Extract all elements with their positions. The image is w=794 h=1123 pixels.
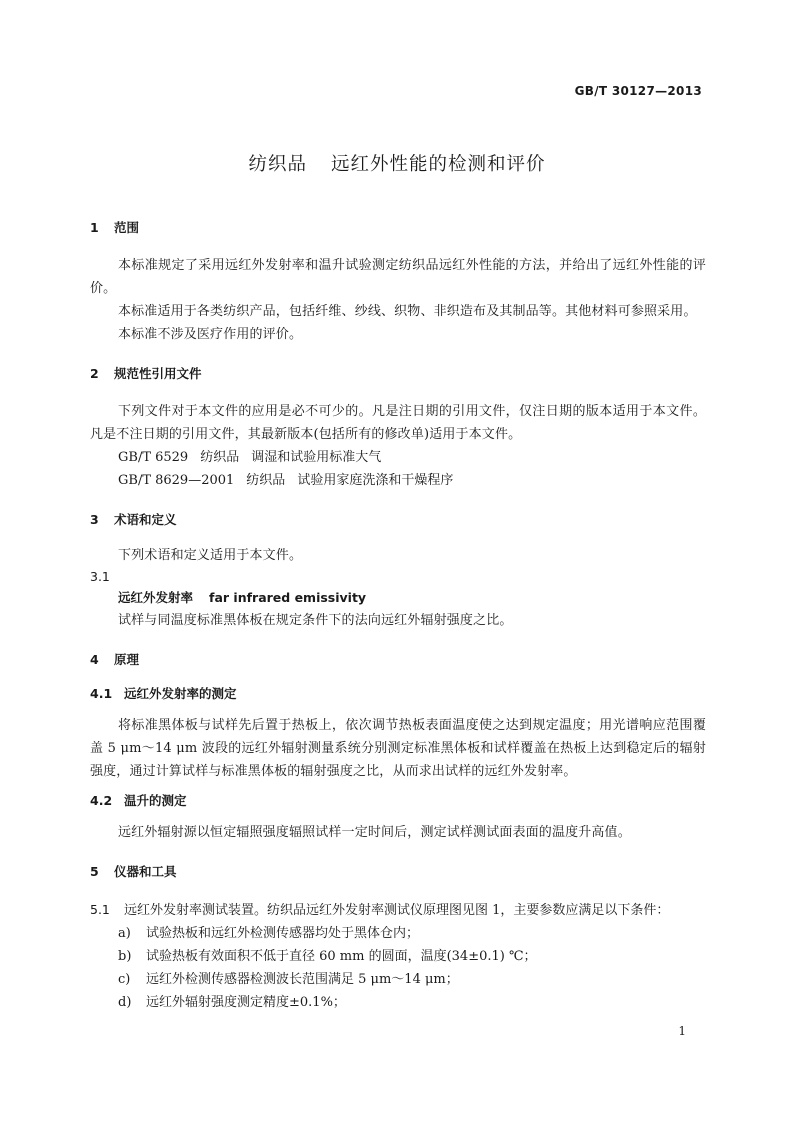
section-number: 1 xyxy=(90,220,99,235)
reference-code: GB/T 6529 xyxy=(118,450,189,465)
section-title: 范围 xyxy=(114,220,140,235)
list-label: a) xyxy=(118,926,131,941)
paragraph: 本标准适用于各类纺织产品，包括纤维、纱线、织物、非织造布及其制品等。其他材料可参照采用。 xyxy=(118,304,697,319)
section-4-heading xyxy=(90,650,706,670)
section-number: 3 xyxy=(90,512,99,527)
title-part-2: 远红外性能的检测和评价 xyxy=(331,154,546,175)
paragraph: 本标准规定了采用远红外发射率和温升试验测定纺织品远红外性能的方法，并给出了远红外性能的评价。 xyxy=(90,258,706,296)
list-label: b) xyxy=(118,949,132,964)
list-item xyxy=(90,968,706,991)
document-title xyxy=(0,150,794,176)
list-text: 试验热板和远红外检测传感器均处于黑体仓内； xyxy=(146,926,420,941)
document-body xyxy=(90,218,706,1014)
term-name-cn: 远红外发射率 xyxy=(118,590,194,605)
normative-reference xyxy=(90,469,706,492)
paragraph: 下列文件对于本文件的应用是必不可少的。凡是注日期的引用文件，仅注日期的版本适用于本文件。凡是不注日期的引用文件，其最新版本(包括所有的修改单)适用于本文件。 xyxy=(90,404,706,442)
term-definition: 试样与同温度标准黑体板在规定条件下的法向远红外辐射强度之比。 xyxy=(118,613,513,628)
list-item xyxy=(90,991,706,1014)
list-label: c) xyxy=(118,972,131,987)
section-number: 5 xyxy=(90,864,99,879)
normative-reference xyxy=(90,446,706,469)
clause-number: 5.1 xyxy=(90,902,110,917)
term-name xyxy=(90,587,706,609)
term-name-en: far infrared emissivity xyxy=(209,590,367,605)
section-1-heading xyxy=(90,218,706,238)
paragraph: 下列术语和定义适用于本文件。 xyxy=(118,548,303,563)
subsection-title: 温升的测定 xyxy=(124,793,187,808)
section-title: 规范性引用文件 xyxy=(114,366,202,381)
reference-name: 试验用家庭洗涤和干燥程序 xyxy=(297,473,454,488)
page-number: 1 xyxy=(678,1024,686,1038)
standard-code: GB/T 30127—2013 xyxy=(574,84,702,98)
section-number: 4 xyxy=(90,652,99,667)
paragraph: 远红外辐射源以恒定辐照强度辐照试样一定时间后，测定试样测试面表面的温度升高值。 xyxy=(118,825,631,840)
list-item xyxy=(90,945,706,968)
section-number: 2 xyxy=(90,366,99,381)
reference-category: 纺织品 xyxy=(200,450,240,465)
list-label: d) xyxy=(118,995,132,1010)
section-title: 术语和定义 xyxy=(114,512,177,527)
section-title: 原理 xyxy=(114,652,140,667)
list-text: 远红外辐射强度测定精度±0.1%； xyxy=(146,995,346,1010)
section-5-heading xyxy=(90,862,706,882)
section-2-heading xyxy=(90,364,706,384)
subsection-4-1-heading xyxy=(90,684,706,704)
section-3-heading xyxy=(90,510,706,530)
subsection-number: 4.2 xyxy=(90,793,113,808)
list-text: 试验热板有效面积不低于直径 60 mm 的圆面，温度(34±0.1) ℃； xyxy=(146,949,537,964)
paragraph: 本标准不涉及医疗作用的评价。 xyxy=(118,327,303,342)
subsection-title: 远红外发射率的测定 xyxy=(124,686,237,701)
title-part-1: 纺织品 xyxy=(248,154,307,175)
clause-text: 远红外发射率测试装置。纺织品远红外发射率测试仪原理图见图 1，主要参数应满足以下条件： xyxy=(124,903,670,918)
subsection-4-2-heading xyxy=(90,791,706,811)
subsection-number: 4.1 xyxy=(90,686,113,701)
reference-name: 调湿和试验用标准大气 xyxy=(251,450,382,465)
clause-5-1 xyxy=(90,898,706,922)
list-text: 远红外检测传感器检测波长范围满足 5 μm～14 μm； xyxy=(146,972,459,987)
reference-category: 纺织品 xyxy=(246,473,286,488)
list-item xyxy=(90,922,706,945)
reference-code: GB/T 8629—2001 xyxy=(118,473,235,488)
section-title: 仪器和工具 xyxy=(114,864,177,879)
term-number: 3.1 xyxy=(90,569,110,584)
paragraph: 将标准黑体板与试样先后置于热板上，依次调节热板表面温度使之达到规定温度；用光谱响应范围覆盖 5 μm～14 μm 波段的远红外辐射测量系统分别测定标准黑体板和试样覆盖在热板上达到稳定后的辐射强度，通过计算试样与标准黑体板的辐射强度之比，从而求出试样的远红外发射率。 xyxy=(90,718,706,779)
